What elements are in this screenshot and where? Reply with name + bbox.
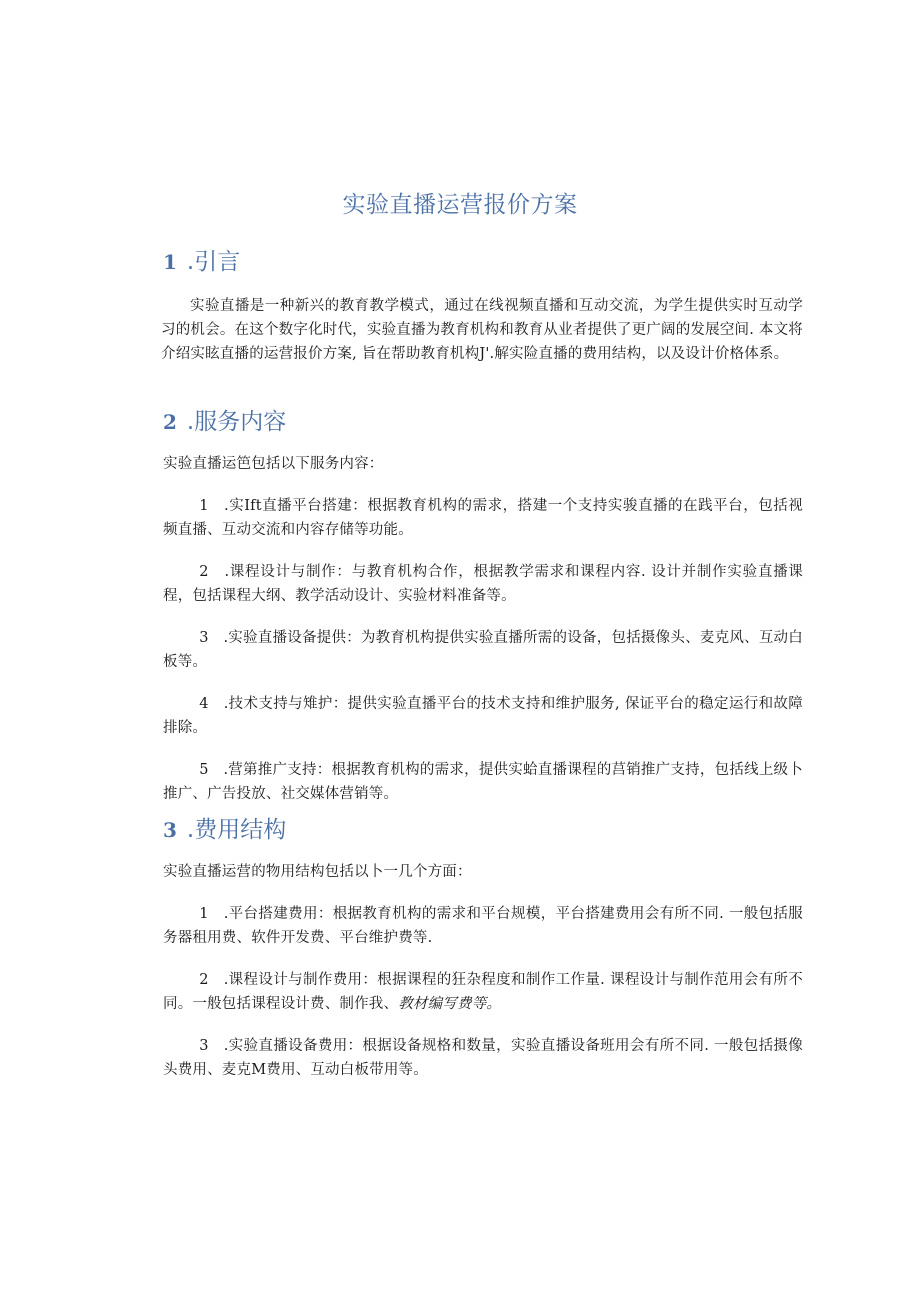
list-item-text: 1 .平台搭建费用：根据教育机构的需求和平台规模，平台搭建费用会有所不同. 一般包括服务器租用费、软件开发费、平台维护费等.: [163, 906, 803, 946]
intro-paragraph: 实验直播是一种新兴的教育教学模式，通过在线视频直播和互动交流，为学生提供实时互动学习的机会。在这个数字化时代，实验直播为教育机构和教育从业者提供了更广阔的发展空间. 本文将介绍实眩直播的运营报价方案, 旨在帮助教育机构J'.解实险直播的费用结构，以及设计价格体系。: [161, 298, 803, 362]
list-item: 2 .课程设计与制作：与教育机构合作，根据教学需求和课程内容. 设计并制作实验直播课程，包括课程大纲、教学活动设计、实验材料准备等。: [163, 564, 803, 604]
section-cost-structure: [163, 812, 803, 1082]
list-item-text: 3 .实验直播设备费用：根据设备规格和数量，实验直播设备班用会有所不同. 一般包括摄像头费用、麦克M费用、互动白板带用等。: [163, 1038, 803, 1078]
list-item-tail: 教材编写费等。: [398, 996, 502, 1012]
document-title: 实验直播运营报价方案: [342, 192, 578, 218]
section-heading-text: .服务内容: [186, 409, 287, 435]
section-heading: [163, 404, 803, 440]
list-item: [163, 902, 803, 950]
list-item: 3 .实验直播设备提供：为教育机构提供实验直播所需的设备，包括摄像头、麦克风、互动白板等。: [163, 630, 803, 670]
section-heading: [163, 812, 803, 848]
section-number: 1: [163, 250, 177, 274]
list-item: [163, 968, 803, 1016]
section-lead: 实验直播运营的物用结构包括以卜一几个方面：: [163, 864, 472, 880]
section-services: [163, 404, 803, 806]
list-item: [163, 1034, 803, 1082]
section-heading-text: .费用结构: [186, 817, 287, 843]
section-number: 3: [163, 818, 177, 842]
section-number: 2: [163, 410, 177, 434]
list-item: 1 .实Ift直播平台搭建：根据教育机构的需求，搭建一个支持实骏直播的在践平台，包括视频直播、互动交流和内容存储等功能。: [163, 498, 803, 538]
list-item: 4 .技术支持与雉护：提供实验直播平台的技术支持和维护服务, 保证平台的稳定运行和故障排除。: [163, 696, 803, 736]
list-item-text: 2 .课程设计与制作费用：根据课程的狂杂程度和制作工作量. 课程设计与制作范用会有所不同。一般包括课程设计费、制作我、: [163, 972, 803, 1012]
list-item: 5 .营第推广支持：根据教育机构的需求，提供实蛤直播课程的莒销推广支持，包括线上级卜推广、广告投放、社交媒体营销等。: [163, 762, 803, 802]
section-introduction: [163, 244, 803, 366]
section-heading: [163, 244, 803, 280]
section-heading-text: .引言: [186, 249, 241, 275]
section-lead: 实验直播运笆包括以下服务内容：: [163, 456, 384, 472]
